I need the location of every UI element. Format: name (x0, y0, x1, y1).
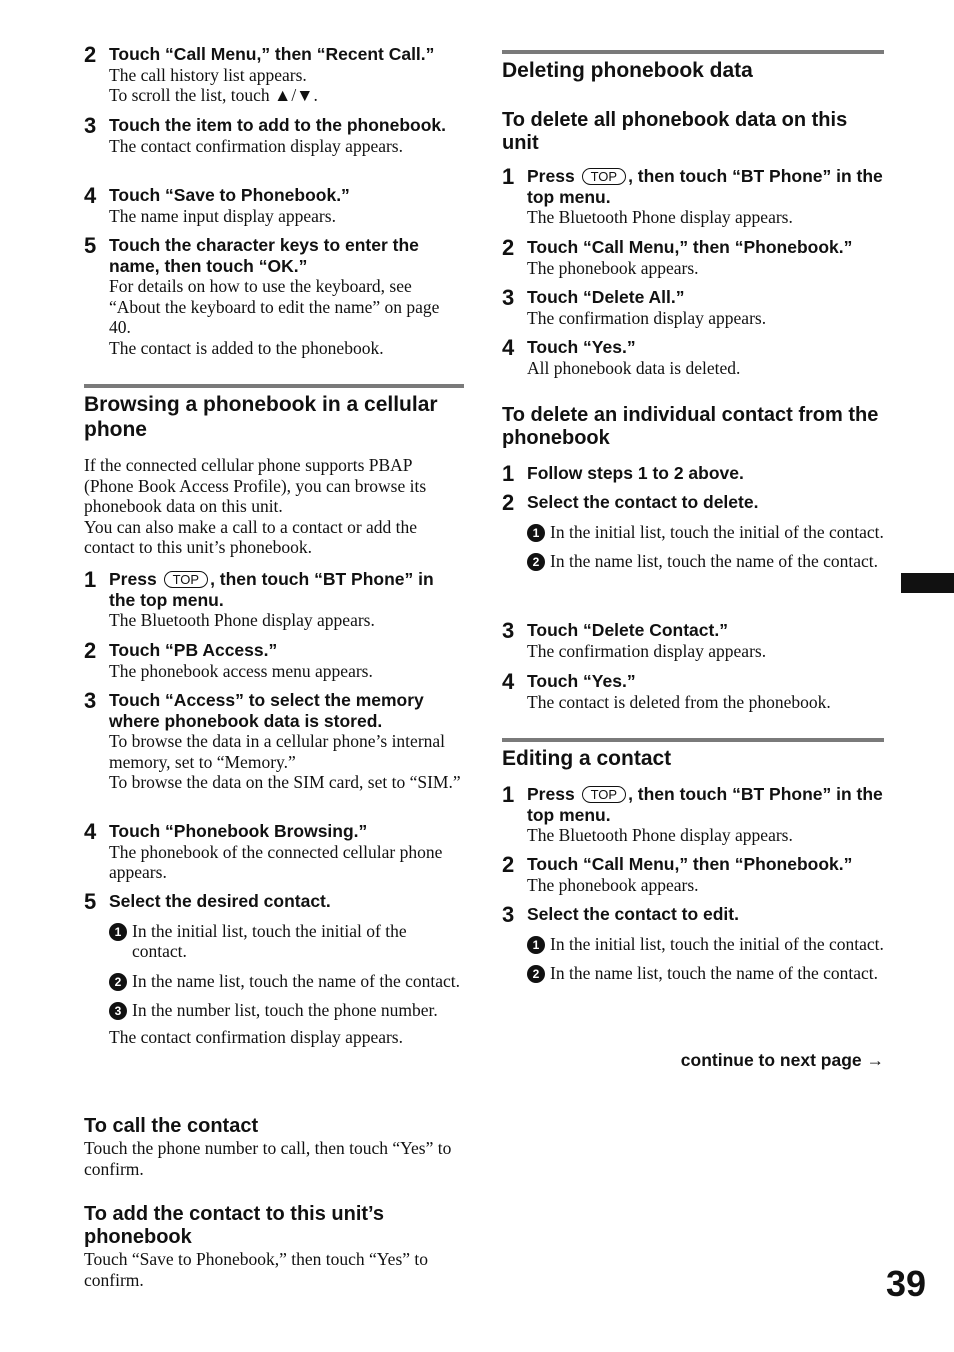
sub-step-text: In the initial list, touch the initial of the contact. (550, 521, 884, 542)
step-number: 2 (502, 235, 515, 260)
step-title: Select the contact to delete. (527, 492, 759, 512)
step-number: 3 (502, 902, 515, 927)
paragraph: Touch the phone number to call, then touch “Yes” to confirm. (84, 1138, 452, 1179)
intro-paragraph: You can also make a call to a contact or add the contact to this unit’s phonebook. (84, 516, 418, 557)
step-desc: The Bluetooth Phone display appears. (109, 610, 375, 630)
sub-step-text: In the initial list, touch the initial of the contact. (550, 933, 884, 954)
browse-step-4 (84, 821, 464, 883)
add-contact-block (84, 1203, 464, 1290)
paragraph: Touch “Save to Phonebook,” then touch “Yes” to confirm. (84, 1249, 429, 1290)
sub-step (109, 971, 464, 992)
step-title (527, 784, 884, 825)
step-desc: The contact is added to the phonebook. (109, 337, 384, 358)
step-title: Touch “Yes.” (527, 671, 636, 691)
step-title: Touch “Delete Contact.” (527, 620, 728, 640)
top-key-icon: TOP (582, 168, 627, 185)
edit-step-1 (502, 784, 884, 846)
section-title-editing: Editing a contact (502, 747, 672, 770)
recent-step-5 (84, 235, 464, 358)
sub-step-text: In the name list, touch the name of the contact. (550, 963, 879, 983)
step-desc: The contact is deleted from the phonebook. (527, 691, 831, 712)
call-contact-block (84, 1115, 464, 1179)
edit-step-2 (502, 854, 884, 895)
recent-step-4 (84, 185, 464, 226)
section-rule (502, 738, 884, 742)
delete-ind-step-2 (502, 492, 884, 572)
delete-ind-step-4 (502, 671, 884, 712)
browse-intro (84, 455, 464, 558)
step-title: Touch “PB Access.” (109, 640, 278, 660)
step-desc: The Bluetooth Phone display appears. (527, 825, 793, 845)
step-number: 2 (502, 490, 515, 515)
step-number: 1 (502, 164, 515, 189)
step-title: Touch “Delete All.” (527, 287, 685, 307)
subsection-title: To delete all phonebook data on this unit (502, 109, 848, 154)
recent-step-3 (84, 115, 464, 156)
step-title: Select the desired contact. (109, 891, 331, 911)
sub-step (527, 934, 884, 955)
step-desc: The phonebook appears. (527, 874, 699, 895)
step-desc: The contact confirmation display appears. (109, 1026, 403, 1047)
step-desc: The name input display appears. (109, 205, 336, 226)
sub-step-text: In the number list, touch the phone number. (132, 1000, 438, 1020)
step-desc: To scroll the list, touch ▲/▼. (109, 85, 318, 105)
step-number: 3 (84, 113, 97, 138)
sub-step (527, 963, 884, 984)
step-title-pre: Press (527, 166, 575, 186)
step-title: Touch “Call Menu,” then “Phonebook.” (527, 237, 853, 257)
delete-all-step-4 (502, 337, 884, 378)
step-desc: For details on how to use the keyboard, see “About the keyboard to edit the name” on page 40. (109, 276, 440, 337)
step-number: 1 (84, 567, 97, 592)
circled-number-icon: 2 (527, 553, 545, 571)
subsection-title: To delete an individual contact from the phonebook (502, 404, 879, 449)
step-desc: The call history list appears. (109, 64, 307, 85)
continue-next-page: continue to next page → (680, 1050, 884, 1070)
step-number: 2 (502, 852, 515, 877)
step-number: 1 (502, 461, 515, 486)
sub-step-text: In the name list, touch the name of the contact. (132, 970, 461, 991)
step-desc: To browse the data in a cellular phone’s internal memory, set to “Memory.” (109, 731, 446, 772)
step-desc: The phonebook access menu appears. (109, 660, 373, 681)
sub-step (527, 551, 884, 572)
step-number: 3 (84, 688, 97, 713)
step-title: Touch “Phonebook Browsing.” (109, 821, 368, 841)
delete-all-step-1 (502, 166, 884, 228)
step-number: 4 (502, 335, 515, 360)
browse-step-2 (84, 640, 464, 681)
step-number: 3 (502, 285, 515, 310)
step-title: Touch “Save to Phonebook.” (109, 185, 350, 205)
subsection-title: To call the contact (84, 1115, 259, 1137)
sub-step-text: In the initial list, touch the initial of the contact. (132, 920, 407, 961)
circled-number-icon: 3 (109, 1002, 127, 1020)
step-number: 2 (84, 638, 97, 663)
sub-step (109, 1000, 464, 1021)
step-title-post: , then touch “BT Phone” in the top menu. (527, 166, 883, 207)
circled-number-icon: 2 (527, 965, 545, 983)
top-key-icon: TOP (164, 571, 209, 588)
circled-number-icon: 1 (527, 524, 545, 542)
section-title-deleting: Deleting phonebook data (502, 59, 753, 82)
circled-number-icon: 1 (527, 936, 545, 954)
chapter-tab-marker (901, 573, 954, 593)
step-number: 4 (502, 669, 515, 694)
step-desc: All phonebook data is deleted. (527, 357, 741, 378)
browse-step-3 (84, 690, 464, 793)
step-title: Touch “Call Menu,” then “Recent Call.” (109, 44, 435, 64)
step-number: 4 (84, 183, 97, 208)
step-title (109, 569, 464, 610)
browse-step-1 (84, 569, 464, 631)
subsection-title: To add the contact to this unit’s phonebook (84, 1203, 384, 1248)
section-title-browsing: Browsing a phonebook in a cellular phone (84, 393, 438, 441)
step-desc: The confirmation display appears. (527, 640, 767, 661)
step-title: Touch the character keys to enter the name, then touch “OK.” (109, 235, 419, 276)
circled-number-icon: 2 (109, 973, 127, 991)
step-title: Follow steps 1 to 2 above. (527, 463, 744, 483)
step-number: 5 (84, 889, 97, 914)
step-number: 2 (84, 42, 97, 67)
step-desc: The phonebook of the connected cellular phone appears. (109, 841, 443, 882)
step-title: Touch “Yes.” (527, 337, 636, 357)
delete-all-step-2 (502, 237, 884, 278)
step-number: 4 (84, 819, 97, 844)
step-title: Touch the item to add to the phonebook. (109, 115, 447, 135)
step-desc: The confirmation display appears. (527, 307, 767, 328)
step-desc: The contact confirmation display appears. (109, 135, 403, 156)
page-number: 39 (886, 1263, 927, 1304)
section-rule (502, 50, 884, 54)
sub-step (527, 522, 884, 543)
intro-paragraph: If the connected cellular phone supports PBAP (Phone Book Access Profile), you can browse its phonebook data on this unit. (84, 455, 427, 516)
browse-step-5 (84, 891, 464, 1047)
step-title-pre: Press (109, 569, 157, 589)
edit-step-3 (502, 904, 884, 984)
sub-step-text: In the name list, touch the name of the contact. (550, 551, 879, 571)
step-title: Touch “Access” to select the memory where phonebook data is stored. (109, 690, 424, 731)
recent-step-2 (84, 44, 464, 106)
step-number: 1 (502, 782, 515, 807)
sub-step (109, 921, 464, 962)
step-number: 3 (502, 618, 515, 643)
section-rule (84, 384, 464, 388)
circled-number-icon: 1 (109, 923, 127, 941)
step-desc: The phonebook appears. (527, 257, 699, 278)
step-desc: The Bluetooth Phone display appears. (527, 207, 793, 227)
step-title-post: , then touch “BT Phone” in the top menu. (527, 784, 883, 825)
delete-ind-step-3 (502, 620, 884, 661)
step-title: Touch “Call Menu,” then “Phonebook.” (527, 854, 853, 874)
delete-all-step-3 (502, 287, 884, 328)
step-title-pre: Press (527, 784, 575, 804)
step-title: Select the contact to edit. (527, 904, 739, 924)
step-desc: To browse the data on the SIM card, set to “SIM.” (109, 772, 461, 792)
top-key-icon: TOP (582, 786, 627, 803)
step-title-post: , then touch “BT Phone” in the top menu. (109, 569, 434, 610)
step-title (527, 166, 884, 207)
delete-ind-step-1 (502, 463, 884, 484)
step-number: 5 (84, 233, 97, 258)
